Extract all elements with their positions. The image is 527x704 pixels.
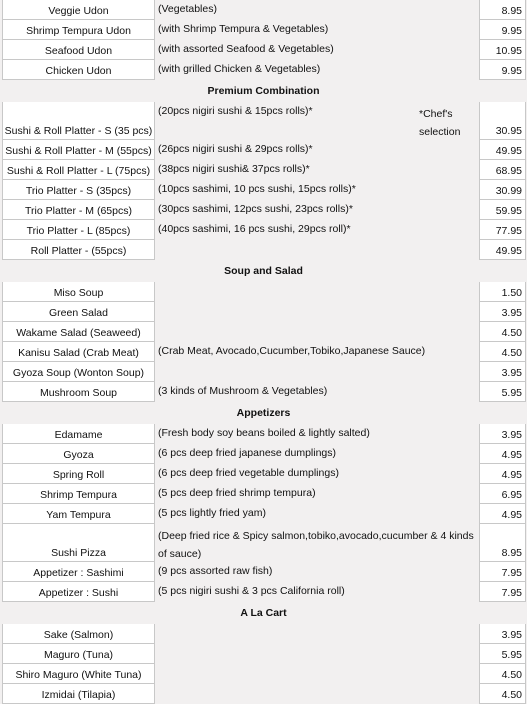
menu-item-row [0, 424, 527, 444]
item-price-cell [479, 220, 526, 240]
item-name-cell [2, 684, 155, 704]
item-name: Sushi Pizza [51, 547, 106, 559]
item-price: 4.95 [501, 509, 522, 521]
menu-item-row [0, 40, 527, 60]
item-price-cell [479, 362, 526, 382]
item-name-cell [2, 302, 155, 322]
item-price: 3.95 [501, 307, 522, 319]
item-description: (10pcs sashimi, 10 pcs sushi, 15pcs rolls)* [158, 183, 356, 195]
menu-item-row [0, 582, 527, 602]
item-name-cell [2, 40, 155, 60]
item-price-cell [479, 624, 526, 644]
item-price: 3.95 [501, 429, 522, 441]
item-price: 30.95 [495, 125, 522, 137]
item-description: (6 pcs deep fried vegetable dumplings) [158, 467, 339, 479]
item-description: (Crab Meat, Avocado,Cucumber,Tobiko,Japanese Sauce) [158, 345, 426, 357]
menu-item-row [0, 102, 527, 140]
item-price: 9.95 [501, 65, 522, 77]
menu-item-row [0, 20, 527, 40]
item-price-cell [479, 582, 526, 602]
item-price-cell [479, 484, 526, 504]
section-title: Premium Combination [207, 85, 320, 97]
item-name: Spring Roll [52, 469, 105, 481]
item-name-cell [2, 0, 155, 20]
item-name: Gyoza Soup (Wonton Soup) [12, 367, 145, 379]
item-price: 77.95 [495, 225, 522, 237]
item-name-cell [2, 140, 155, 160]
item-description: (9 pcs assorted raw fish) [158, 565, 273, 577]
item-name: Sushi & Roll Platter - S (35 pcs) [4, 125, 153, 137]
item-name-cell [2, 524, 155, 562]
menu-item-row [0, 220, 527, 240]
item-price-cell [479, 40, 526, 60]
item-price-cell [479, 644, 526, 664]
menu-item-row [0, 322, 527, 342]
item-price-cell [479, 160, 526, 180]
item-name-cell [2, 20, 155, 40]
item-name: Gyoza [63, 449, 94, 461]
item-name: Kanisu Salad (Crab Meat) [18, 347, 139, 359]
item-price-cell [479, 524, 526, 562]
item-price-cell [479, 180, 526, 200]
item-price-cell [479, 322, 526, 342]
menu-item-row [0, 160, 527, 180]
menu-item-row [0, 664, 527, 684]
item-price: 5.95 [501, 649, 522, 661]
item-description: (6 pcs deep fried japanese dumplings) [158, 447, 337, 459]
item-price: 8.95 [501, 5, 522, 17]
item-description: (26pcs nigiri sushi & 29pcs rolls)* [158, 143, 313, 155]
item-description: (5 pcs lightly fried yam) [158, 507, 266, 519]
menu-section [0, 0, 527, 80]
item-price: 4.50 [501, 669, 522, 681]
item-description: (Deep fried rice & Spicy salmon,tobiko,avocado,cucumber & 4 kinds of sauce) [158, 530, 474, 560]
item-price-cell [479, 20, 526, 40]
item-name-cell [2, 562, 155, 582]
menu-item-row [0, 200, 527, 220]
item-name: Mushroom Soup [39, 387, 118, 399]
item-price-cell [479, 240, 526, 260]
item-description: (38pcs nigiri sushi& 37pcs rolls)* [158, 163, 310, 175]
menu-item-row [0, 484, 527, 504]
section-title: Soup and Salad [224, 265, 303, 277]
menu-item-row [0, 624, 527, 644]
item-price-cell [479, 282, 526, 302]
item-name: Green Salad [49, 307, 108, 319]
item-name-cell [2, 484, 155, 504]
item-name-cell [2, 464, 155, 484]
item-price-cell [479, 684, 526, 704]
item-price: 6.95 [501, 489, 522, 501]
menu-item-row [0, 644, 527, 664]
item-name: Roll Platter - (55pcs) [30, 245, 127, 257]
item-description: (with Shrimp Tempura & Vegetables) [158, 23, 329, 35]
item-price-cell [479, 342, 526, 362]
item-price: 7.95 [501, 587, 522, 599]
item-name: Trio Platter - L (85pcs) [26, 225, 131, 237]
item-description: (20pcs nigiri sushi & 15pcs rolls)* [158, 105, 313, 117]
item-name-cell [2, 240, 155, 260]
chef-selection-note: *Chef's selection [419, 108, 461, 138]
menu-item-row [0, 140, 527, 160]
item-name: Miso Soup [53, 287, 104, 299]
item-name-cell [2, 362, 155, 382]
item-price: 3.95 [501, 367, 522, 379]
item-description: (40pcs sashimi, 16 pcs sushi, 29pcs roll)* [158, 223, 351, 235]
item-name: Chicken Udon [45, 65, 112, 77]
item-name-cell [2, 504, 155, 524]
item-name-cell [2, 200, 155, 220]
item-price-cell [479, 424, 526, 444]
item-name: Sushi & Roll Platter - M (55pcs) [5, 145, 152, 157]
item-description: (5 pcs nigiri sushi & 3 pcs California roll) [158, 585, 345, 597]
item-name-cell [2, 60, 155, 80]
menu-item-row [0, 180, 527, 200]
item-name: Sushi & Roll Platter - L (75pcs) [6, 165, 151, 177]
item-description: (3 kinds of Mushroom & Vegetables) [158, 385, 328, 397]
menu-section [0, 602, 527, 704]
menu-item-row [0, 342, 527, 362]
item-price: 3.95 [501, 629, 522, 641]
item-price: 8.95 [501, 547, 522, 559]
item-price-cell [479, 664, 526, 684]
item-name: Appetizer : Sushi [38, 587, 119, 599]
menu-item-row [0, 684, 527, 704]
item-price: 4.50 [501, 689, 522, 701]
menu-item-row [0, 60, 527, 80]
item-name: Appetizer : Sashimi [33, 567, 124, 579]
item-price-cell [479, 464, 526, 484]
item-name-cell [2, 424, 155, 444]
menu-item-row [0, 282, 527, 302]
item-price-cell [479, 200, 526, 220]
item-name-cell [2, 644, 155, 664]
item-price-cell [479, 0, 526, 20]
menu-item-row [0, 444, 527, 464]
menu-item-row [0, 362, 527, 382]
item-name-cell [2, 160, 155, 180]
item-price: 4.95 [501, 469, 522, 481]
menu-item-row [0, 562, 527, 582]
item-price: 5.95 [501, 387, 522, 399]
menu-item-row [0, 0, 527, 20]
item-price: 1.50 [501, 287, 522, 299]
item-name-cell [2, 664, 155, 684]
item-name: Shrimp Tempura [40, 489, 117, 501]
menu-section [0, 260, 527, 402]
menu-item-row [0, 382, 527, 402]
item-price: 30.99 [495, 185, 522, 197]
item-price-cell [479, 102, 526, 140]
item-name-cell [2, 382, 155, 402]
item-name-cell [2, 180, 155, 200]
item-name: Yam Tempura [46, 509, 111, 521]
item-name: Edamame [54, 429, 103, 441]
item-name-cell [2, 624, 155, 644]
item-price: 7.95 [501, 567, 522, 579]
item-description: (5 pcs deep fried shrimp tempura) [158, 487, 316, 499]
menu-section [0, 80, 527, 260]
section-title: Appetizers [236, 407, 291, 419]
item-name-cell [2, 322, 155, 342]
item-price-cell [479, 302, 526, 322]
item-name-cell [2, 102, 155, 140]
item-name: Wakame Salad (Seaweed) [16, 327, 141, 339]
item-price: 4.95 [501, 449, 522, 461]
item-name-cell [2, 582, 155, 602]
item-description: (30pcs sashimi, 12pcs sushi, 23pcs rolls)* [158, 203, 353, 215]
item-price-cell [479, 562, 526, 582]
item-price-cell [479, 60, 526, 80]
item-name: Shrimp Tempura Udon [26, 25, 131, 37]
item-description: (Fresh body soy beans boiled & lightly salted) [158, 427, 370, 439]
item-name: Seafood Udon [44, 45, 113, 57]
item-price-cell [479, 382, 526, 402]
menu-item-row [0, 240, 527, 260]
item-name-cell [2, 282, 155, 302]
menu-item-row [0, 302, 527, 322]
item-price: 4.50 [501, 347, 522, 359]
item-description: (with assorted Seafood & Vegetables) [158, 43, 334, 55]
item-name: Izmidai (Tilapia) [41, 689, 116, 701]
item-price: 68.95 [495, 165, 522, 177]
item-price: 49.95 [495, 245, 522, 257]
item-price-cell [479, 444, 526, 464]
item-name: Veggie Udon [48, 5, 109, 17]
item-name: Shiro Maguro (White Tuna) [15, 669, 142, 681]
menu-item-row [0, 524, 527, 562]
item-name-cell [2, 444, 155, 464]
item-description: (Vegetables) [158, 3, 217, 15]
item-name-cell [2, 342, 155, 362]
item-name: Trio Platter - S (35pcs) [25, 185, 132, 197]
menu-item-row [0, 464, 527, 484]
item-name: Trio Platter - M (65pcs) [25, 205, 132, 217]
item-price: 9.95 [501, 25, 522, 37]
item-name-cell [2, 220, 155, 240]
item-price: 4.50 [501, 327, 522, 339]
menu-section [0, 402, 527, 602]
item-price-cell [479, 140, 526, 160]
item-price: 59.95 [495, 205, 522, 217]
item-price: 10.95 [495, 45, 522, 57]
item-name: Sake (Salmon) [43, 629, 114, 641]
item-name: Maguro (Tuna) [43, 649, 114, 661]
item-price: 49.95 [495, 145, 522, 157]
menu-item-row [0, 504, 527, 524]
section-title: A La Cart [240, 607, 287, 619]
item-price-cell [479, 504, 526, 524]
item-description: (with grilled Chicken & Vegetables) [158, 63, 321, 75]
